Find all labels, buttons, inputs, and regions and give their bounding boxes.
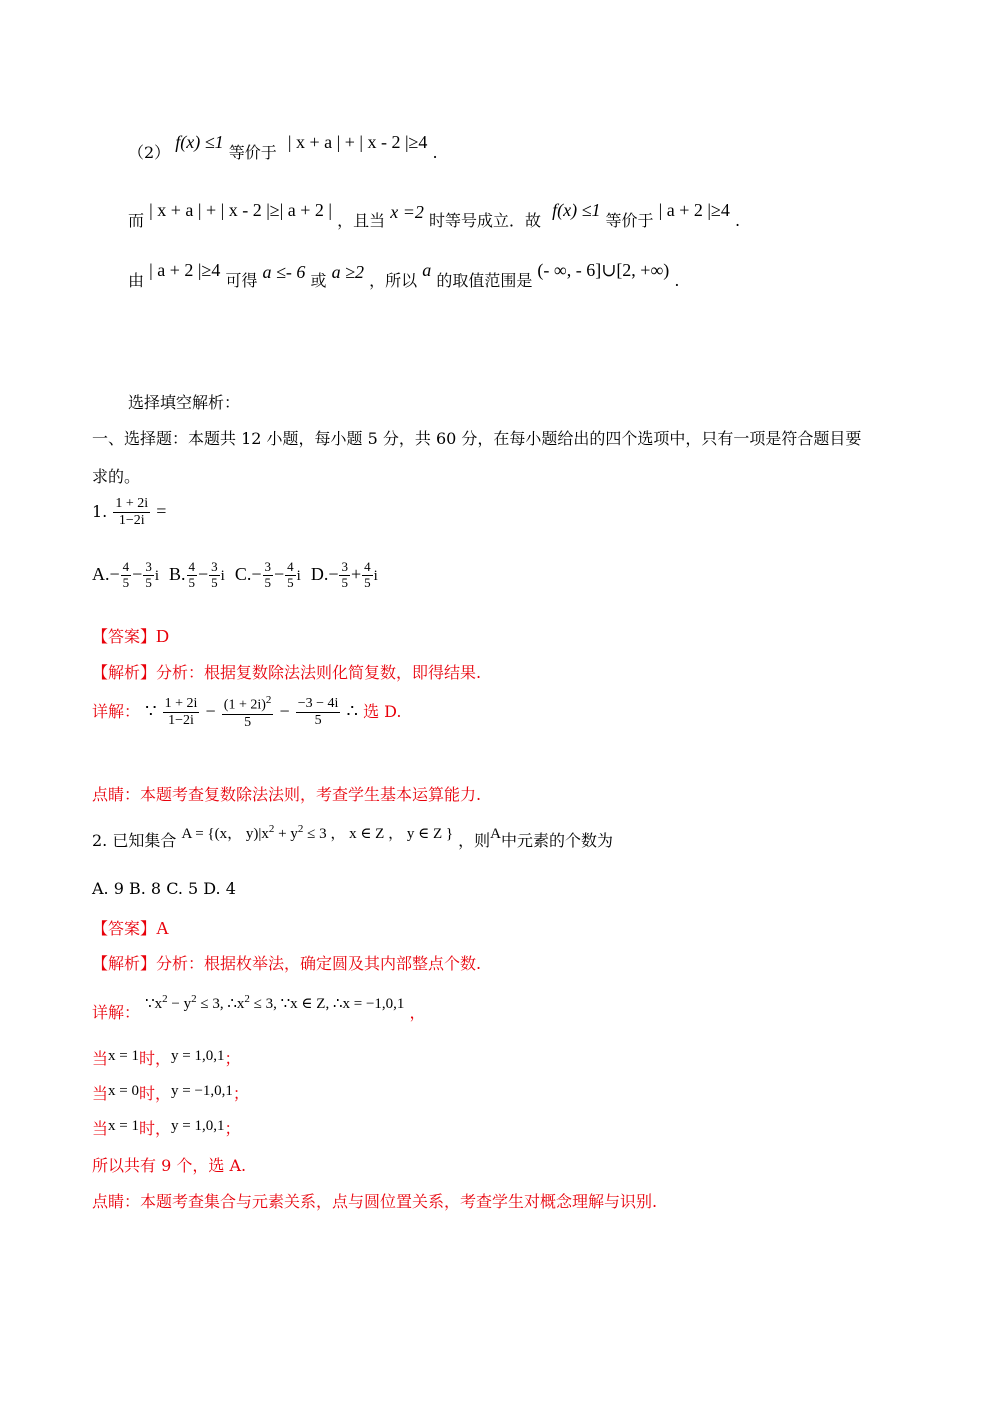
q2-case3: [92, 1116, 240, 1139]
q1-option-frac2-num: 3: [145, 559, 152, 574]
q1-answer-label: 【答案】: [92, 627, 157, 646]
sol2-line2: [128, 200, 741, 231]
sol2-you: 由: [128, 271, 145, 290]
sol2-huo: 或: [310, 271, 327, 290]
q2-case2-end: ；: [232, 1084, 249, 1103]
q2-case3-mid: 时，: [138, 1119, 171, 1138]
q1-detail-frac1-den: 1−2i: [168, 712, 194, 728]
sol2-f-le-1b: f(x) ≤1: [552, 200, 601, 220]
sol2-abs-a2b: | a + 2 |≥4: [149, 260, 221, 280]
q2-case2-y: y = −1,0,1: [171, 1083, 233, 1099]
q1-option-sign: −: [328, 563, 339, 584]
q1-therefore: ∴: [346, 700, 358, 721]
q2-case3-pre: 当: [92, 1119, 109, 1138]
q2-stem-mid: ，则: [458, 831, 491, 850]
q1-option-label: C.: [234, 563, 252, 584]
q1-detail-eq1: −: [205, 700, 216, 721]
q1-option-c: [234, 559, 301, 590]
q1-detail-frac2-sup: 2: [265, 694, 272, 706]
q2-case1-mid: 时，: [138, 1049, 171, 1068]
sol2-line3: [128, 260, 680, 291]
q2-case1-y: y = 1,0,1: [171, 1048, 225, 1064]
sol2-er: 而: [128, 211, 145, 230]
sol2-equiv2: 等价于: [605, 211, 654, 230]
q1-because: ∵: [145, 700, 157, 721]
q2-detail-sup3: 2: [244, 993, 250, 1005]
sol2-abs-ineq: | x + a | + | x - 2 |≥4: [287, 132, 428, 152]
q1-option-label: B.: [168, 563, 186, 584]
q1-detail: [92, 694, 402, 731]
q2-case1: [92, 1046, 240, 1069]
q1-fraction: [113, 496, 150, 529]
q2-analysis: [92, 951, 481, 974]
q2-var-A: A: [490, 826, 502, 842]
q1-analysis: [92, 660, 481, 683]
q1-option-d: [310, 559, 378, 590]
q2-case1-pre: 当: [92, 1049, 109, 1068]
q1-comment: 点睛：本题考查复数除法法则，考查学生基本运算能力.: [92, 785, 482, 804]
sol2-cond1: a ≤- 6: [262, 262, 306, 282]
q1-option-frac1-den: 5: [264, 574, 271, 590]
q2-set-c: ≤ 3 ， x ∈ Z ， y ∈ Z }: [303, 826, 454, 842]
q1-detail-frac1-num: 1 + 2i: [163, 696, 200, 713]
q2-case2-pre: 当: [92, 1084, 109, 1103]
sol2-suoyi: ，所以: [369, 271, 418, 290]
q2-set-sup2: 2: [297, 823, 304, 835]
q1-option-sign: −: [109, 563, 120, 584]
q1-option-frac1-num: 4: [188, 559, 195, 574]
section-intro-line1: 一、选择题：本题共 12 小题，每小题 5 分，共 60 分，在每小题给出的四个选项中，只有一项是符合题目要: [92, 429, 862, 448]
q1-option-b: [168, 559, 225, 590]
q1-detail-frac2-num: [222, 694, 274, 715]
q1-option-frac2-num: 4: [364, 559, 371, 574]
sol2-x-eq-2: x =2: [390, 202, 424, 222]
q1-detail-frac2-den: 5: [244, 714, 252, 730]
q2-case3-x: x = 1: [108, 1118, 139, 1134]
q2-case2-mid: 时，: [138, 1084, 171, 1103]
q1-option-frac1: [187, 560, 198, 591]
q1-option-frac1-num: 3: [341, 559, 348, 574]
sol2-qiedang: ，且当: [337, 211, 386, 230]
q2-set-sup1: 2: [268, 823, 275, 835]
q1-option-i: i: [220, 567, 225, 584]
q1-option-frac2: [209, 560, 220, 591]
sol2-cond2: a ≥2: [331, 262, 365, 282]
q1-option-frac2: [362, 560, 373, 591]
q2-detail-math-a: ∵x: [145, 996, 163, 1012]
q1-option-i: i: [296, 567, 301, 584]
q1-option-sign: −: [251, 563, 262, 584]
sol2-period: .: [432, 143, 438, 162]
q2-case2-x: x = 0: [108, 1083, 139, 1099]
sol2-f-le-1: f(x) ≤1: [175, 132, 224, 152]
q2-analysis-label: 【解析】: [92, 954, 157, 973]
q2-stem: [92, 823, 614, 851]
q1-detail-frac2-base: (1 + 2i): [223, 697, 266, 713]
q2-case1-x: x = 1: [108, 1048, 139, 1064]
sol2-period2: .: [734, 211, 741, 230]
q2-detail-math-b: − y: [167, 996, 192, 1012]
sol2-range: (- ∞, - 6]∪[2, +∞): [537, 260, 670, 280]
q1-stem: [92, 496, 166, 529]
q1-detail-frac1: [163, 696, 200, 729]
q2-total: 所以共有 9 个，选 A.: [92, 1156, 247, 1175]
q1-option-frac1: [339, 560, 350, 591]
q1-option-frac2-den: 5: [287, 574, 294, 590]
q1-option-frac2: [285, 560, 296, 591]
sol2-abs-a2: | a + 2 |≥4: [658, 200, 730, 220]
q2-case3-end: ；: [224, 1119, 241, 1138]
q1-frac-num: 1 + 2i: [113, 496, 150, 513]
q1-option-frac1-num: 3: [264, 559, 271, 574]
q2-options: A. 9 B. 8 C. 5 D. 4: [92, 879, 236, 898]
sol2-var-a: a: [422, 260, 432, 280]
q1-option-frac2-den: 5: [211, 574, 218, 590]
q1-detail-frac3: [296, 696, 341, 729]
q2-case1-end: ；: [224, 1049, 241, 1068]
q2-set-a: A = {(x， y)|x: [181, 826, 269, 842]
q1-equals: =: [156, 501, 167, 522]
q2-comment: 点睛：本题考查集合与元素关系，点与圆位置关系，考查学生对概念理解与识别.: [92, 1192, 658, 1211]
q2-case2: [92, 1081, 249, 1104]
q2-answer-value: A: [156, 918, 170, 938]
q1-number: 1.: [92, 502, 108, 522]
sol2-shi: 时等号成立．故: [428, 211, 541, 230]
sol2-equiv: 等价于: [228, 143, 277, 162]
q1-detail-eq2: −: [279, 700, 290, 721]
q1-detail-label: 详解：: [92, 701, 141, 721]
q1-analysis-label: 【解析】: [92, 663, 157, 682]
q2-detail-math-d: ≤ 3, ∵x ∈ Z, ∴x = −1,0,1: [249, 996, 405, 1012]
q1-option-frac1: [263, 560, 274, 591]
q1-option-op: −: [274, 563, 285, 584]
q1-option-frac2-num: 3: [211, 559, 218, 574]
q1-options: [92, 560, 388, 591]
q1-option-frac1: [121, 560, 132, 591]
q1-option-frac2-den: 5: [364, 574, 371, 590]
q2-detail-math: [145, 993, 405, 1012]
sol2-triangle-ineq: | x + a | + | x - 2 |≥| a + 2 |: [149, 200, 333, 220]
q1-option-label: D.: [310, 563, 329, 584]
q1-option-frac2-den: 5: [145, 574, 152, 590]
sol2-kede: 可得: [225, 271, 258, 290]
q2-answer-label: 【答案】: [92, 919, 157, 938]
q2-detail: [92, 993, 426, 1023]
q1-option-frac1-den: 5: [188, 574, 195, 590]
q1-answer: [92, 624, 169, 647]
q1-option-a: [92, 559, 159, 590]
q1-option-frac1-den: 5: [122, 574, 130, 590]
section-heading: 选择填空解析：: [128, 393, 241, 412]
q1-analysis-text: 分析：根据复数除法法则化简复数，即得结果.: [156, 663, 482, 682]
q1-option-op: −: [198, 563, 209, 584]
q2-detail-label: 详解：: [92, 1003, 141, 1022]
q2-set-def: [181, 823, 454, 842]
q1-frac-den: 1−2i: [118, 513, 145, 529]
q1-option-frac2: [143, 560, 154, 591]
q2-stem-pre: 2. 已知集合: [92, 831, 177, 850]
sol2-label: （2）: [128, 143, 171, 162]
sol2-line1: [128, 132, 438, 163]
q2-case3-y: y = 1,0,1: [171, 1118, 225, 1134]
q1-option-frac1-den: 5: [341, 574, 348, 590]
q2-set-b: + y: [274, 826, 298, 842]
q1-option-frac1-num: 4: [122, 559, 130, 574]
sol2-period3: .: [674, 271, 680, 290]
q2-detail-comma: ，: [409, 1003, 426, 1022]
q1-option-i: i: [154, 567, 159, 584]
q2-detail-sup2: 2: [191, 993, 197, 1005]
q2-analysis-text: 分析：根据枚举法，确定圆及其内部整点个数.: [156, 954, 482, 973]
section-intro-line2: 求的。: [92, 467, 141, 486]
q1-option-label: A.: [92, 563, 110, 584]
q2-stem-post: 中元素的个数为: [501, 831, 614, 850]
q1-choose: 选 D.: [363, 701, 402, 721]
q2-answer: [92, 916, 169, 939]
q1-detail-frac2: [222, 694, 274, 731]
sol2-fanwei: 的取值范围是: [436, 271, 533, 290]
q1-option-frac2-num: 4: [287, 559, 294, 574]
q1-detail-frac3-den: 5: [314, 712, 322, 728]
q1-option-op: +: [350, 563, 362, 584]
q1-option-op: −: [132, 563, 143, 584]
q1-detail-frac3-num: −3 − 4i: [296, 696, 341, 713]
q2-detail-math-c: ≤ 3, ∴x: [196, 996, 245, 1012]
q2-detail-sup1: 2: [162, 993, 168, 1005]
q1-answer-value: D: [156, 626, 170, 646]
q1-option-i: i: [373, 567, 378, 584]
